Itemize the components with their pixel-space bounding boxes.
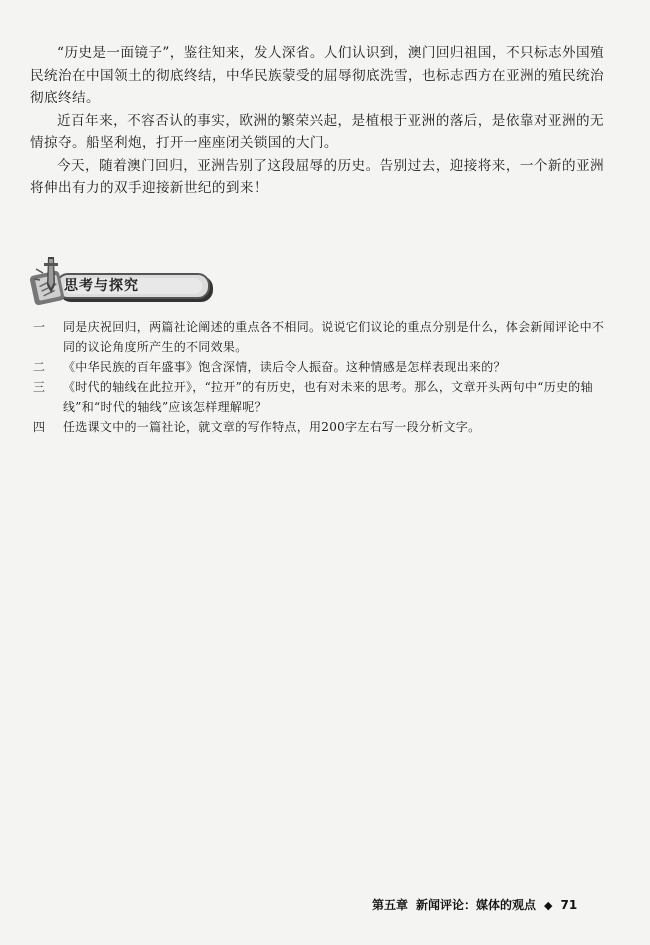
question-text: 《中华民族的百年盛事》饱含深情，读后令人振奋。这种情感是怎样表现出来的？ xyxy=(63,360,506,374)
paragraph-1: “历史是一面镜子”，鉴往知来，发人深省。人们认识到，澳门回归祖国，不只标志外国殖民统治在中国领土的彻底终结，中华民族蒙受的屈辱彻底洗雪，也标志西方在亚洲的殖民统治彻底终结。 xyxy=(30,45,604,106)
page-footer xyxy=(372,897,577,914)
question-text: 任选课文中的一篇社论，就文章的写作特点，用200字左右写一段分析文字。 xyxy=(63,420,481,434)
question-item xyxy=(33,317,605,357)
question-text: 同是庆祝回归，两篇社论阐述的重点各不相同。说说它们议论的重点分别是什么，体会新闻评论中不同的议论角度所产生的不同效果。 xyxy=(63,320,605,354)
section-title: 思考与探究 xyxy=(64,278,139,294)
footer-chapter-title: 新闻评论：媒体的观点 xyxy=(416,898,537,912)
question-number: 二 xyxy=(33,360,46,374)
question-item xyxy=(33,357,605,377)
question-item xyxy=(33,377,605,417)
question-number: 一 xyxy=(33,320,46,334)
section-header xyxy=(28,255,198,311)
body-text xyxy=(30,42,604,200)
diamond-icon: ◆ xyxy=(544,899,553,912)
question-item xyxy=(33,417,605,437)
question-number: 四 xyxy=(33,420,46,434)
page-number: 71 xyxy=(560,898,578,912)
footer-chapter: 第五章 xyxy=(372,898,409,912)
question-text: 《时代的轴线在此拉开》，“拉开”的有历史，也有对未来的思考。那么，文章开头两句中“历史的轴线”和“时代的轴线”应该怎样理解呢？ xyxy=(63,380,593,414)
question-number: 三 xyxy=(33,380,46,394)
paragraph-2: 近百年来，不容否认的事实，欧洲的繁荣兴起，是植根于亚洲的落后，是依靠对亚洲的无情掠夺。船坚利炮，打开一座座闭关锁国的大门。 xyxy=(30,112,604,151)
question-list xyxy=(33,317,605,437)
paragraph-3: 今天，随着澳门回归，亚洲告别了这段屈辱的历史。告别过去，迎接将来，一个新的亚洲将伸出有力的双手迎接新世纪的到来！ xyxy=(30,157,604,196)
